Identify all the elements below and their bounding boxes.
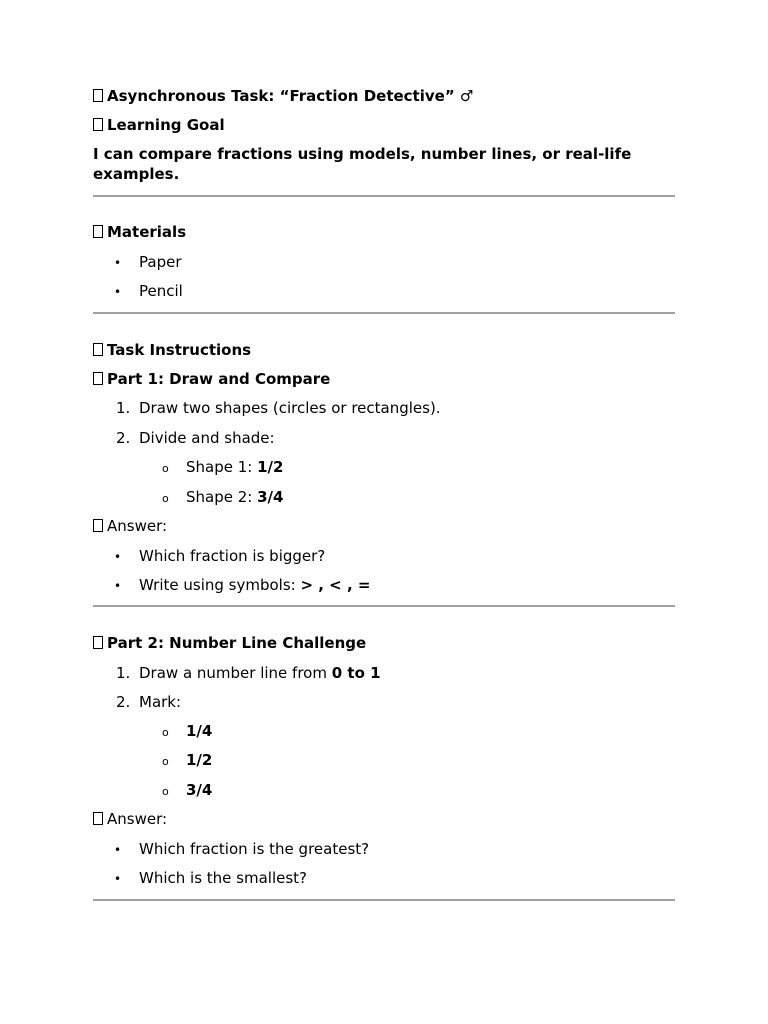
bullet-marker: • xyxy=(114,256,122,270)
number-marker: 1. xyxy=(116,664,131,682)
sub-list-item xyxy=(162,721,212,743)
list-item-text: Which fraction is the greatest? xyxy=(139,840,370,858)
missing-glyph-icon xyxy=(93,225,103,238)
list-item xyxy=(114,868,307,889)
document-title xyxy=(93,86,473,106)
bullet-marker: • xyxy=(114,579,122,593)
numbered-item xyxy=(116,428,275,448)
numbered-item-text: Mark: xyxy=(139,693,182,711)
sub-list-item xyxy=(162,457,283,479)
divider xyxy=(93,899,675,901)
sub-list-item-label: Shape 2: xyxy=(186,488,258,506)
numbered-item xyxy=(116,692,181,712)
numbered-item-text: Divide and shade: xyxy=(139,429,275,447)
list-item-text: Write using symbols: xyxy=(139,576,301,594)
part2-heading-text: Part 2: Number Line Challenge xyxy=(107,634,367,652)
divider xyxy=(93,312,675,314)
answer-label-text: Answer: xyxy=(107,517,168,535)
range-value: 0 to 1 xyxy=(331,664,381,682)
materials-heading-text: Materials xyxy=(107,223,187,241)
number-marker: 2. xyxy=(116,429,131,447)
divider xyxy=(93,605,675,607)
divider xyxy=(93,195,675,197)
numbered-item-text: Draw two shapes (circles or rectangles). xyxy=(139,399,441,417)
list-item xyxy=(114,839,369,860)
circle-marker: o xyxy=(162,785,169,798)
list-item xyxy=(114,281,183,302)
list-item xyxy=(114,575,370,596)
circle-marker: o xyxy=(162,755,169,768)
part2-heading xyxy=(93,633,366,653)
missing-glyph-icon xyxy=(93,89,103,102)
missing-glyph-icon xyxy=(93,812,103,825)
fraction-value: 1/4 xyxy=(186,722,213,740)
numbered-item xyxy=(116,663,381,683)
list-item-text: Pencil xyxy=(139,282,183,300)
task-instructions-heading-text: Task Instructions xyxy=(107,341,252,359)
sub-list-item xyxy=(162,780,212,802)
circle-marker: o xyxy=(162,726,169,739)
document-title-text: Asynchronous Task: “Fraction Detective” ♂ xyxy=(107,87,474,105)
materials-heading xyxy=(93,222,186,242)
missing-glyph-icon xyxy=(93,372,103,385)
fraction-value: 3/4 xyxy=(257,488,284,506)
learning-goal-text: I can compare fractions using models, number lines, or real-life examples. xyxy=(93,145,632,183)
bullet-marker: • xyxy=(114,285,122,299)
circle-marker: o xyxy=(162,492,169,505)
sub-list-item xyxy=(162,750,212,772)
bullet-marker: • xyxy=(114,843,122,857)
list-item-text: Paper xyxy=(139,253,182,271)
task-instructions-heading xyxy=(93,340,251,360)
part2-answer-label xyxy=(93,809,167,829)
bullet-marker: • xyxy=(114,550,122,564)
number-marker: 1. xyxy=(116,399,131,417)
missing-glyph-icon xyxy=(93,343,103,356)
list-item-text: Which is the smallest? xyxy=(139,869,308,887)
missing-glyph-icon xyxy=(93,118,103,131)
fraction-value: 3/4 xyxy=(186,781,213,799)
list-item-text: Which fraction is bigger? xyxy=(139,547,326,565)
list-item xyxy=(114,252,181,273)
missing-glyph-icon xyxy=(93,636,103,649)
numbered-item xyxy=(116,398,441,418)
numbered-item-text: Draw a number line from xyxy=(139,664,332,682)
sub-list-item-label: Shape 1: xyxy=(186,458,258,476)
part1-heading xyxy=(93,369,330,389)
missing-glyph-icon xyxy=(93,519,103,532)
part1-heading-text: Part 1: Draw and Compare xyxy=(107,370,331,388)
comparison-symbols: > , < , = xyxy=(300,576,371,594)
fraction-value: 1/2 xyxy=(186,751,213,769)
learning-goal-heading xyxy=(93,115,225,135)
circle-marker: o xyxy=(162,462,169,475)
bullet-marker: • xyxy=(114,872,122,886)
part1-answer-label xyxy=(93,516,167,536)
fraction-value: 1/2 xyxy=(257,458,284,476)
list-item xyxy=(114,546,325,567)
answer-label-text: Answer: xyxy=(107,810,168,828)
learning-goal-heading-text: Learning Goal xyxy=(107,116,225,134)
number-marker: 2. xyxy=(116,693,131,711)
sub-list-item xyxy=(162,487,283,509)
